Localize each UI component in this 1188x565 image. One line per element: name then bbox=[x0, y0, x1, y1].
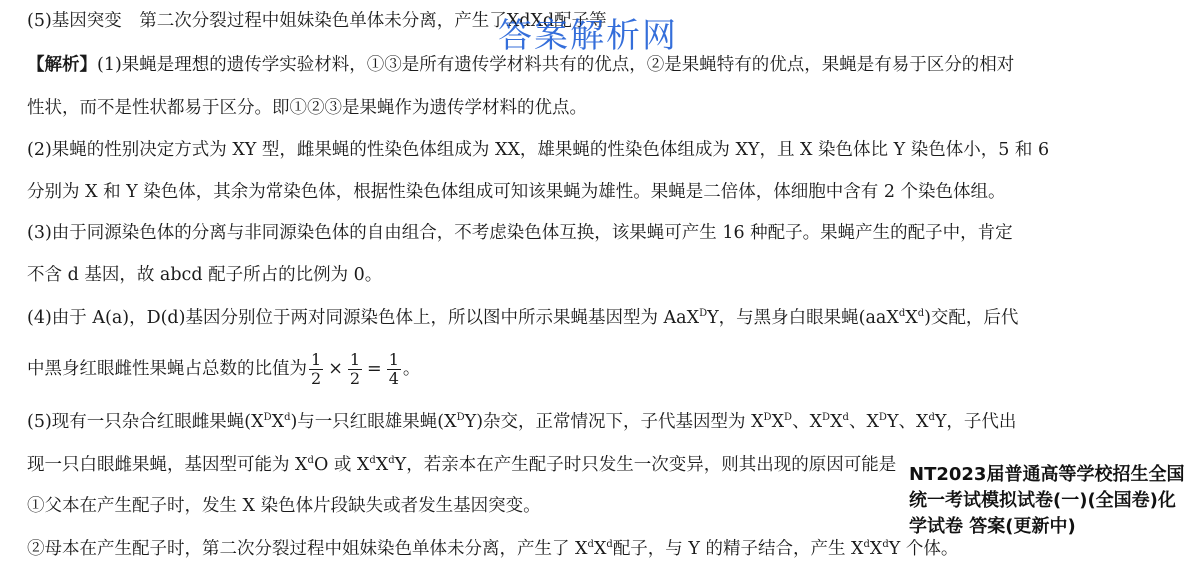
analysis-tag: 【解析】 bbox=[27, 55, 97, 75]
fraction-numerator: 1 bbox=[311, 350, 322, 369]
analysis-text: (2)果蝇的性别决定方式为 XY 型，雌果蝇的性染色体组成为 XX，雄果蝇的性染色体组成为 XY，且 X 染色体比 Y 染色体小，5 和 6 bbox=[27, 140, 1050, 160]
analysis-line-12 bbox=[27, 537, 958, 561]
text-segment: 。 bbox=[402, 359, 421, 379]
text-segment: ②母本在产生配子时，第二次分裂过程中姐妹染色单体未分离，产生了 X bbox=[27, 539, 588, 559]
superscript: d bbox=[307, 455, 314, 466]
text-segment: X bbox=[830, 412, 843, 432]
text-segment: )与一只红眼雄果蝇(X bbox=[290, 412, 457, 432]
analysis-line-10 bbox=[27, 453, 896, 477]
analysis-line-2 bbox=[27, 96, 587, 120]
text-segment: )交配，后代 bbox=[924, 308, 1019, 328]
superscript: d bbox=[606, 539, 613, 550]
analysis-text: (1)果蝇是理想的遗传学实验材料，①③是所有遗传学材料共有的优点，②是果蝇特有的优点，果蝇是有易于区分的相对 bbox=[97, 55, 1015, 75]
superscript: D bbox=[699, 308, 708, 319]
analysis-text: 不含 d 基因，故 abcd 配子所占的比例为 0。 bbox=[27, 265, 383, 285]
superscript: D bbox=[822, 412, 831, 423]
text-segment: X bbox=[869, 539, 883, 559]
text-segment: Y、X bbox=[886, 412, 929, 432]
text-segment: Y，子代出 bbox=[934, 412, 1017, 432]
superscript: d bbox=[898, 308, 906, 319]
text-segment: X bbox=[593, 539, 607, 559]
text-segment: X bbox=[375, 455, 389, 475]
text-segment: 配子，与 Y 的精子结合，产生 X bbox=[612, 539, 864, 559]
analysis-line-8 bbox=[27, 347, 420, 391]
text-segment: 中黑身红眼雌性果蝇占总数的比值为 bbox=[27, 359, 307, 379]
fraction-denominator: 2 bbox=[349, 369, 361, 388]
text-segment: 、X bbox=[848, 412, 879, 432]
superscript: d bbox=[388, 455, 395, 466]
text-segment: 、X bbox=[792, 412, 823, 432]
fraction-numerator: 1 bbox=[349, 350, 361, 369]
analysis-line-11 bbox=[27, 494, 541, 518]
superscript: D bbox=[878, 412, 887, 423]
fraction bbox=[348, 351, 362, 388]
superscript: D bbox=[456, 412, 465, 423]
superscript: d bbox=[369, 455, 376, 466]
superscript: d bbox=[284, 412, 291, 423]
superscript: d bbox=[863, 539, 870, 550]
analysis-text: (3)由于同源染色体的分离与非同源染色体的自由组合，不考虑染色体互换，该果蝇可产生 16 种配子。果蝇产生的配子中，肯定 bbox=[27, 223, 1013, 243]
text-segment: X bbox=[271, 412, 285, 432]
site-watermark: 答案解析网 bbox=[498, 16, 678, 56]
analysis-line-5 bbox=[27, 221, 1013, 245]
equals-sign: = bbox=[367, 359, 382, 379]
analysis-text: ①父本在产生配子时，发生 X 染色体片段缺失或者发生基因突变。 bbox=[27, 496, 541, 516]
text-segment: 现一只白眼雌果蝇，基因型可能为 X bbox=[27, 455, 308, 475]
superscript: d bbox=[587, 539, 594, 550]
superscript: D bbox=[263, 412, 272, 423]
superscript: d bbox=[842, 412, 849, 423]
superscript: D bbox=[784, 412, 793, 423]
text-segment: Y)杂交，正常情况下，子代基因型为 X bbox=[464, 412, 764, 432]
analysis-line-6 bbox=[27, 263, 382, 287]
fraction bbox=[387, 351, 401, 388]
analysis-text: 性状，而不是性状都易于区分。即①②③是果蝇作为遗传学材料的优点。 bbox=[27, 98, 587, 118]
text-segment: (5)现有一只杂合红眼雌果蝇(X bbox=[27, 412, 264, 432]
analysis-text: 分别为 X 和 Y 染色体，其余为常染色体，根据性染色体组成可知该果蝇为雄性。果蝇是二倍体，体细胞中含有 2 个染色体组。 bbox=[27, 182, 1006, 202]
fraction-denominator: 2 bbox=[311, 369, 322, 388]
text-segment: Y 个体。 bbox=[888, 539, 959, 559]
text-segment: Y，与黑身白眼果蝇(aaX bbox=[707, 308, 899, 328]
analysis-line-4 bbox=[27, 180, 1006, 204]
text-segment: Y，若亲本在产生配子时只发生一次变异，则其出现的原因可能是 bbox=[394, 455, 897, 475]
superscript: D bbox=[763, 412, 772, 423]
text-segment: X bbox=[771, 412, 785, 432]
analysis-line-3 bbox=[27, 138, 1049, 162]
superscript: d bbox=[917, 308, 925, 319]
times-sign: × bbox=[328, 359, 343, 379]
fraction bbox=[309, 351, 323, 388]
analysis-line-7 bbox=[27, 306, 1018, 330]
superscript: d bbox=[928, 412, 935, 423]
text-segment: (4)由于 A(a)，D(d)基因分别位于两对同源染色体上，所以图中所示果蝇基因型为 AaX bbox=[27, 308, 700, 328]
analysis-line-9 bbox=[27, 410, 1016, 434]
text-segment: O 或 X bbox=[313, 455, 370, 475]
answer-text: (5)基因突变 第二次分裂过程中姐妹染色单体未分离，产生了XdXd配子等 bbox=[27, 11, 607, 31]
superscript: d bbox=[882, 539, 889, 550]
fraction-denominator: 4 bbox=[388, 369, 399, 388]
promo-overlay-link[interactable]: NT2023届普通高等学校招生全国统一考试模拟试卷(一)(全国卷)化学试卷 答案(更新中) bbox=[909, 464, 1185, 537]
fraction-numerator: 1 bbox=[388, 350, 399, 369]
text-segment: X bbox=[905, 308, 918, 328]
